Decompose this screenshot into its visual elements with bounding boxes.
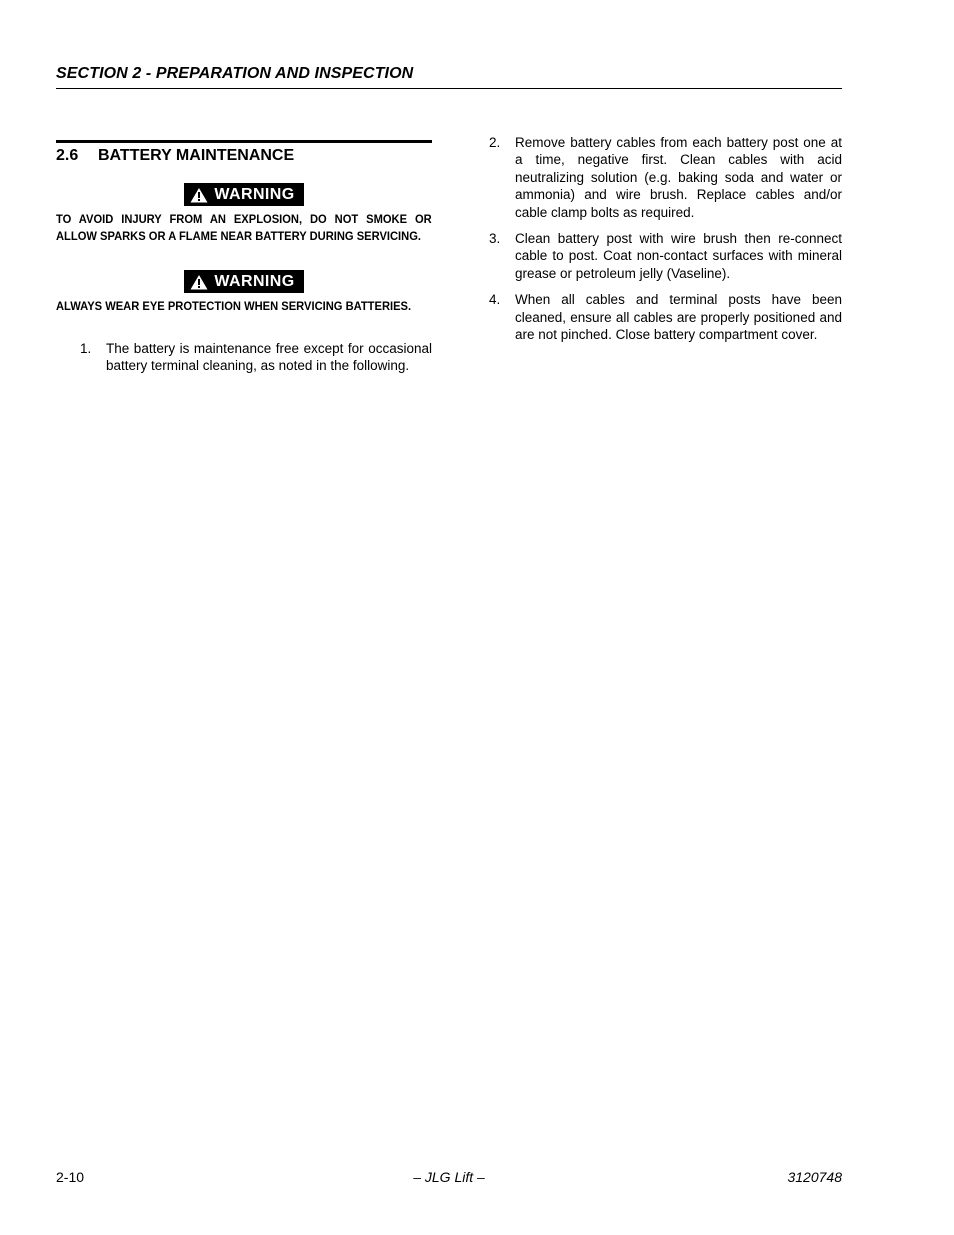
section-heading-title: BATTERY MAINTENANCE [98,147,295,164]
warning-text: TO AVOID INJURY FROM AN EXPLOSION, DO NOT SMOKE OR ALLOW SPARKS OR A FLAME NEAR BATTERY DURING SERVICING. [56,212,432,243]
page-header [56,64,842,89]
publisher: – JLG Lift – [413,1169,485,1185]
warning-block-1 [56,183,432,206]
left-column [56,140,432,375]
page-number: 2-10 [56,1169,85,1185]
step-text: Clean battery post with wire brush then re-connect cable to post. Coat non-contact surfaces with mineral grease or petroleum jelly (Vaseline). [515,231,842,281]
warning-badge [184,270,303,293]
section-title: SECTION 2 - PREPARATION AND INSPECTION [56,65,414,82]
list-item [80,340,432,375]
warning-badge [184,183,303,206]
list-item [489,291,842,343]
section-heading [56,140,432,170]
list-item [489,230,842,282]
step-number: 1. [80,341,92,356]
warning-label: WARNING [214,272,295,290]
warning-label: WARNING [214,185,295,203]
step-number: 2. [489,135,501,150]
document-number: 3120748 [787,1169,842,1185]
warning-triangle-icon [190,274,208,290]
section-number: 2.6 [56,147,79,164]
step-number: 4. [489,292,501,308]
warning-triangle-icon [190,187,208,203]
list-item [489,134,842,221]
warning-text: ALWAYS WEAR EYE PROTECTION WHEN SERVICING BATTERIES. [56,299,412,313]
right-column [489,134,842,352]
warning-block-2 [56,270,432,293]
step-number: 3. [489,231,501,247]
step-text: When all cables and terminal posts have been cleaned, ensure all cables are properly positioned and are not pinched. Close battery compartment cover. [515,292,842,343]
page-footer [56,1168,842,1188]
step-text: Remove battery cables from each battery post one at a time, negative first. Clean cables with acid neutralizing solution (e.g. baking soda and water or ammonia) and wire brush. Replace cables and/or cable clamp bolts as required. [515,135,842,220]
step-text: The battery is maintenance free except for occasional battery terminal cleaning, as noted in the following. [106,341,432,374]
